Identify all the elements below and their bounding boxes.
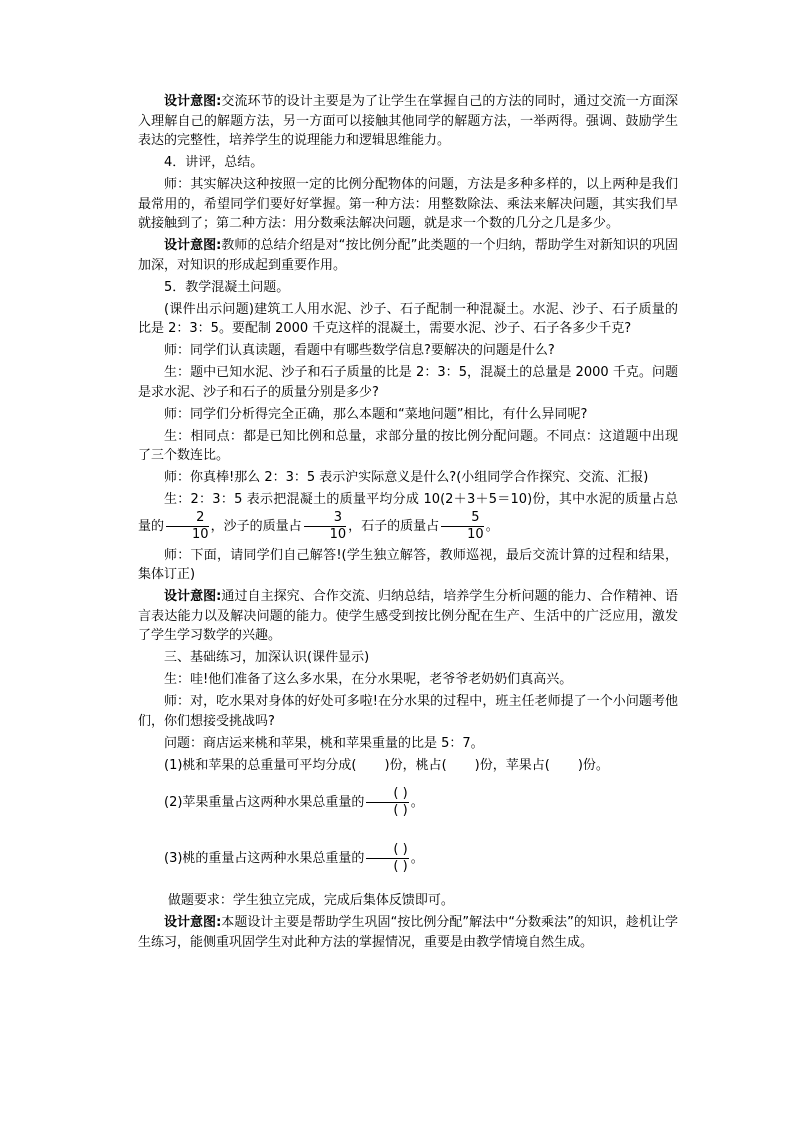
paragraph-problem-statement: 问题：商店运来桃和苹果，桃和苹果重量的比是 5：7。 bbox=[164, 735, 484, 751]
paragraph-student-fractions bbox=[138, 490, 678, 543]
fraction-numerator: 3 bbox=[304, 510, 347, 527]
question-text: (2)苹果重量占这两种水果总重量的 bbox=[164, 795, 365, 810]
question-1 bbox=[138, 756, 678, 776]
paragraph-student-answer-1: 生：题中已知水泥、沙子和石子质量的比是 2：3：5，混凝土的总量是 2000 千克。问题是求水泥、沙子和石子的质量分别是多少? bbox=[138, 365, 678, 400]
paragraph-teacher-challenge: 师：对，吃水果对身体的好处可多啦!在分水果的过程中，班主任老师提了一个小问题考他们，你们想接受挑战吗? bbox=[138, 694, 678, 729]
fraction-denominator: 10 bbox=[192, 527, 209, 542]
fraction-numerator: 5 bbox=[441, 510, 484, 527]
fraction-blank bbox=[366, 842, 408, 875]
paragraph-design-intent-2 bbox=[138, 236, 678, 275]
paragraph-text: 通过自主探究、合作交流、归纳总结，培养学生分析问题的能力、合作精神、语言表达能力以及解决问题的能力。使学生感受到按比例分配在生产、生活中的广泛应用，激发了学生学习数学的兴趣。 bbox=[138, 589, 678, 643]
paragraph-text: 生：2：3：5 表示把混凝土的质量平均分成 10(2＋3＋5＝10)份，其中水泥的质量占总量的 bbox=[138, 492, 678, 534]
paragraph-text: 。 bbox=[485, 519, 499, 534]
paragraph-text: 教师的总结介绍是对“按比例分配”此类题的一个归纳，帮助学生对新知识的巩固加深，对知识的形成起到重要作用。 bbox=[138, 238, 678, 273]
fraction-sand bbox=[304, 510, 347, 543]
paragraph-text: ，石子的质量占 bbox=[348, 519, 440, 534]
fraction-cement bbox=[166, 510, 209, 543]
section-heading-4: 4．讲评，总结。 bbox=[164, 155, 264, 170]
paragraph-teacher-praise: 师：你真棒!那么 2：3：5 表示沪实际意义是什么?(小组同学合作探究、交流、汇报) bbox=[164, 470, 649, 485]
design-intent-label: 设计意图: bbox=[164, 238, 222, 253]
question-2 bbox=[138, 785, 678, 821]
paragraph-concrete-problem: (课件出示问题)建筑工人用水泥、沙子、石子配制一种混凝土。水泥、沙子、石子质量的比是 2：3：5。要配制 2000 千克这样的混凝土，需要水泥、沙子、石子各多少千克? bbox=[138, 301, 678, 336]
fraction-numerator: 2 bbox=[166, 510, 209, 527]
paragraph-teacher-summary: 师：其实解决这种按照一定的比例分配物体的问题，方法是多种多样的，以上两种是我们最常用的，希望同学们要好好掌握。第一种方法：用整数除法、乘法来解决问题，其实我们早就接触到了；第二种方法：用分数乘法解决问题，就是求一个数的几分之几是多少。 bbox=[138, 177, 678, 231]
question-3 bbox=[138, 841, 678, 877]
fraction-denominator: ( ) bbox=[393, 803, 408, 818]
question-text: (1)桃和苹果的总重量可平均分成( bbox=[164, 757, 357, 773]
paragraph-text: ，沙子的质量占 bbox=[210, 519, 302, 534]
paragraph-text: 交流环节的设计主要是为了让学生在掌握自己的方法的同时，通过交流一方面深入理解自己的解题方法，另一方面可以接触其他同学的解题方法，一举两得。强调、鼓励学生表达的完整性，培养学生的说理能力和逻辑思维能力。 bbox=[138, 94, 678, 148]
section-heading-5: 5．教学混凝土问题。 bbox=[164, 279, 290, 295]
paragraph-design-intent-4 bbox=[138, 913, 678, 952]
paragraph-text: 本题设计主要是帮助学生巩固“按比例分配”解法中“分数乘法”的知识，趁机让学生练习，能侧重巩固学生对此种方法的掌握情况，重要是由教学情境自然生成。 bbox=[138, 915, 678, 950]
document-page bbox=[138, 92, 678, 955]
paragraph-design-intent-3 bbox=[138, 587, 678, 646]
question-text: 。 bbox=[410, 851, 424, 866]
question-text: (3)桃的重量占这两种水果总重量的 bbox=[164, 851, 365, 866]
question-text: )份。 bbox=[577, 757, 609, 773]
paragraph-teacher-compare: 师：同学们分析得完全正确，那么本题和“菜地问题”相比，有什么异同呢? bbox=[164, 406, 588, 422]
design-intent-label: 设计意图: bbox=[164, 589, 222, 604]
question-text: )份，桃占( bbox=[384, 757, 447, 773]
paragraph-teacher-solve: 师：下面，请同学们自己解答!(学生独立解答，教师巡视，最后交流计算的过程和结果，集体订正) bbox=[138, 547, 678, 582]
question-text: 。 bbox=[410, 795, 424, 810]
paragraph-student-answer-2: 生：相同点：都是已知比例和总量，求部分量的按比例分配问题。不同点：这道题中出现了三个数连比。 bbox=[138, 428, 678, 463]
question-text: )份，苹果占( bbox=[474, 757, 550, 773]
fraction-blank bbox=[366, 786, 408, 819]
fraction-denominator: 10 bbox=[329, 527, 347, 542]
paragraph-student-fruit: 生：哇!他们准备了这么多水果，在分水果呢，老爷爷老奶奶们真高兴。 bbox=[164, 672, 573, 687]
fraction-numerator: ( ) bbox=[366, 842, 408, 859]
paragraph-design-intent-1 bbox=[138, 92, 678, 151]
fraction-stone bbox=[441, 510, 484, 543]
paragraph-requirement: 做题要求：学生独立完成，完成后集体反馈即可。 bbox=[167, 893, 454, 908]
section-heading-basic-practice: 三、基础练习，加深认识(课件显示) bbox=[164, 650, 370, 665]
paragraph-teacher-question: 师：同学们认真读题，看题中有哪些数学信息?要解决的问题是什么? bbox=[164, 343, 555, 358]
fraction-numerator: ( ) bbox=[366, 786, 408, 803]
fraction-denominator: ( ) bbox=[393, 859, 408, 874]
design-intent-label: 设计意图: bbox=[164, 915, 222, 930]
fraction-denominator: 10 bbox=[467, 527, 484, 542]
design-intent-label: 设计意图: bbox=[164, 94, 222, 109]
